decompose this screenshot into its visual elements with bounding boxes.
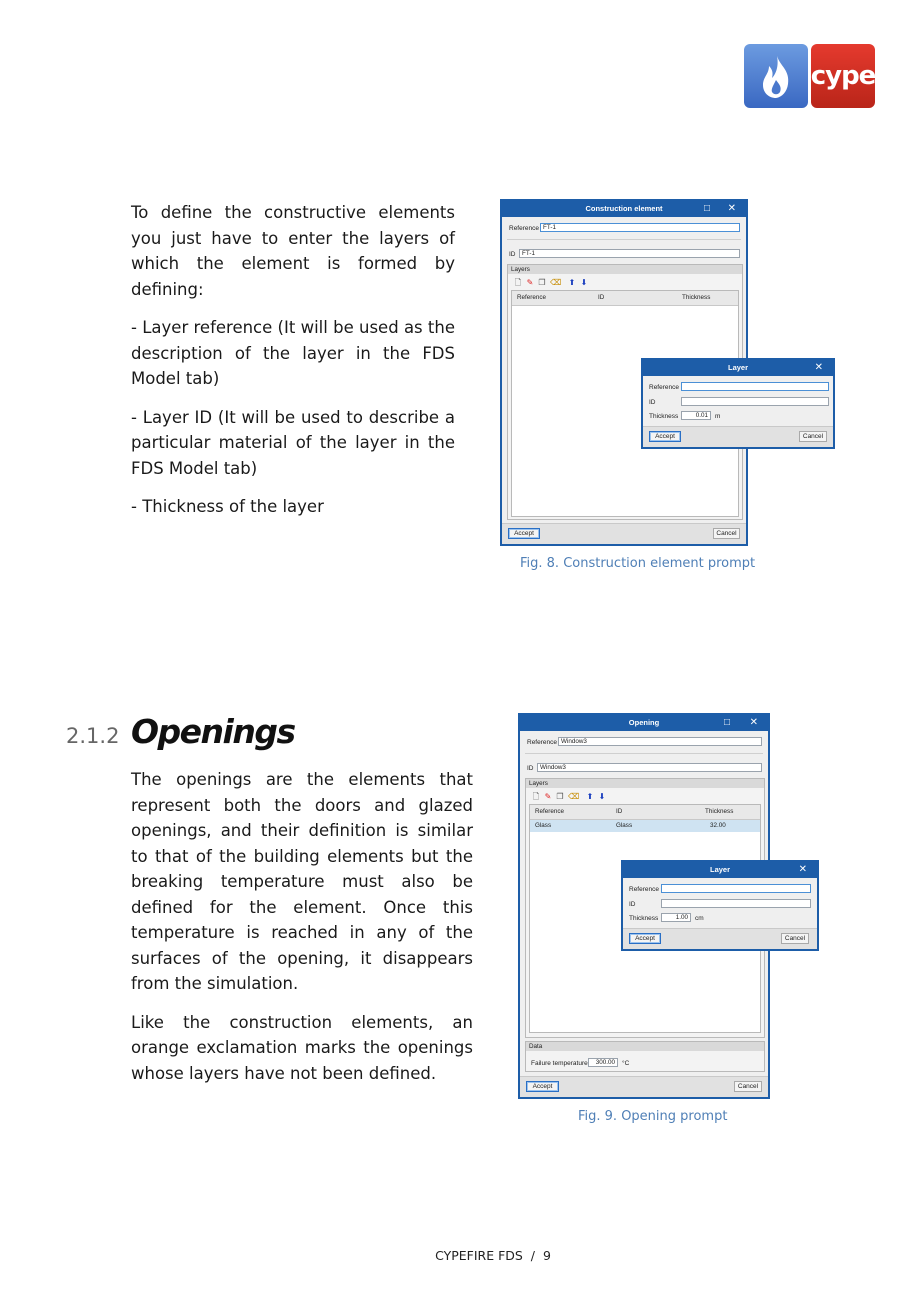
column-header[interactable]: Reference [535,808,565,815]
flame-icon [744,44,808,108]
id-input[interactable]: Window3 [537,763,762,772]
row-reference: Glass [535,822,552,829]
window-title: Layer [709,865,730,874]
button-bar [502,523,746,544]
cype-logo: cype [811,44,875,108]
cancel-button[interactable]: Cancel [799,431,827,442]
title-bar [502,201,746,217]
table-header [530,805,760,820]
add-layer-icon[interactable]: 🗋 [514,278,522,287]
divider [525,753,763,754]
title-bar [520,715,768,731]
title-bar [623,862,817,878]
data-group-title: Data [526,1042,764,1051]
reference-label: Reference [649,384,679,391]
copy-layer-icon[interactable]: ❐ [556,792,564,801]
paragraph: - Layer reference (It will be used as the description of the layer in the FDS Model tab) [131,318,455,388]
id-label: ID [649,399,656,406]
accept-button[interactable]: Accept [629,933,661,944]
id-label: ID [629,901,636,908]
move-up-icon[interactable]: ⬆ [568,278,576,287]
section-title: Openings [131,712,295,751]
id-input[interactable] [681,397,829,406]
id-label: ID [509,251,516,258]
paragraph: The openings are the elements that represent both the doors and glazed openings, and their definition is similar to that of the building elements but the breaking temperature must also be defined for the element. Once this temperature is reached in any of the surfaces of the opening, it disappears from the simulation. [131,770,473,993]
thickness-unit: m [715,413,721,420]
accept-button[interactable]: Accept [508,528,540,539]
layer-dialog [641,358,835,449]
window-title: Construction element [585,204,663,213]
cypefire-logo-tile [744,44,808,108]
failure-temperature-label: Failure temperature [531,1060,588,1067]
paragraph: To define the constructive elements you just have to enter the layers of which the element is formed by defining: [131,203,455,299]
move-down-icon[interactable]: ⬇ [598,792,606,801]
thickness-unit: cm [695,915,704,922]
move-up-icon[interactable]: ⬆ [586,792,594,801]
reference-label: Reference [629,886,659,893]
edit-layer-icon[interactable]: ✎ [526,278,534,287]
figure-caption: Fig. 9. Opening prompt [578,1109,728,1124]
thickness-input[interactable]: 0.01 [681,411,711,420]
close-icon[interactable]: ✕ [727,203,736,214]
openings-text [131,767,473,1099]
thickness-label: Thickness [649,413,679,420]
divider [507,239,741,240]
button-bar [520,1076,768,1097]
failure-temperature-input[interactable]: 300.00 [588,1058,618,1067]
reference-label: Reference [527,739,557,746]
row-thickness: 32.00 [710,822,726,829]
copy-layer-icon[interactable]: ❐ [538,278,546,287]
column-header[interactable]: ID [616,808,623,815]
cancel-button[interactable]: Cancel [734,1081,762,1092]
reference-input[interactable] [681,382,829,391]
paragraph: Like the construction elements, an orange exclamation marks the openings whose layers have not been defined. [131,1012,473,1083]
cancel-button[interactable]: Cancel [781,933,809,944]
layer-dialog [621,860,819,951]
page-footer: CYPEFIRE FDS / 9 [435,1248,551,1263]
id-input[interactable]: FT-1 [519,249,740,258]
layers-group-title: Layers [508,265,742,274]
intro-text [131,200,455,533]
section-number: 2.1.2 [66,724,120,748]
window-title: Opening [628,718,660,727]
delete-layer-icon[interactable]: ⌫ [550,278,562,287]
maximize-icon[interactable]: □ [703,203,710,214]
data-group [525,1041,765,1072]
figure-caption: Fig. 8. Construction element prompt [520,556,756,571]
maximize-icon[interactable]: □ [723,717,730,728]
table-row[interactable] [530,820,760,832]
delete-layer-icon[interactable]: ⌫ [568,792,580,801]
temperature-unit: °C [622,1060,630,1067]
id-label: ID [527,765,534,772]
thickness-label: Thickness [629,915,659,922]
accept-button[interactable]: Accept [526,1081,559,1092]
layers-group-title: Layers [526,779,764,788]
table-header [512,291,738,306]
accept-button[interactable]: Accept [649,431,681,442]
reference-label: Reference [509,225,539,232]
edit-layer-icon[interactable]: ✎ [544,792,552,801]
close-icon[interactable]: ✕ [798,864,807,875]
add-layer-icon[interactable]: 🗋 [532,792,540,801]
thickness-input[interactable]: 1.00 [661,913,691,922]
column-header[interactable]: ID [598,294,605,301]
window-title: Layer [727,363,748,372]
paragraph: - Thickness of the layer [131,497,324,516]
id-input[interactable] [661,899,811,908]
button-bar [623,928,817,949]
close-icon[interactable]: ✕ [814,362,823,373]
reference-input[interactable]: FT-1 [540,223,740,232]
reference-input[interactable]: Window3 [558,737,762,746]
close-icon[interactable]: ✕ [749,717,758,728]
column-header[interactable]: Thickness [705,808,734,815]
column-header[interactable]: Reference [517,294,547,301]
cancel-button[interactable]: Cancel [713,528,740,539]
move-down-icon[interactable]: ⬇ [580,278,588,287]
title-bar [643,360,833,376]
reference-input[interactable] [661,884,811,893]
paragraph: - Layer ID (It will be used to describe a particular material of the layer in the FDS Model tab) [131,407,455,478]
button-bar [643,426,833,447]
row-id: Glass [616,822,633,829]
column-header[interactable]: Thickness [682,294,711,301]
